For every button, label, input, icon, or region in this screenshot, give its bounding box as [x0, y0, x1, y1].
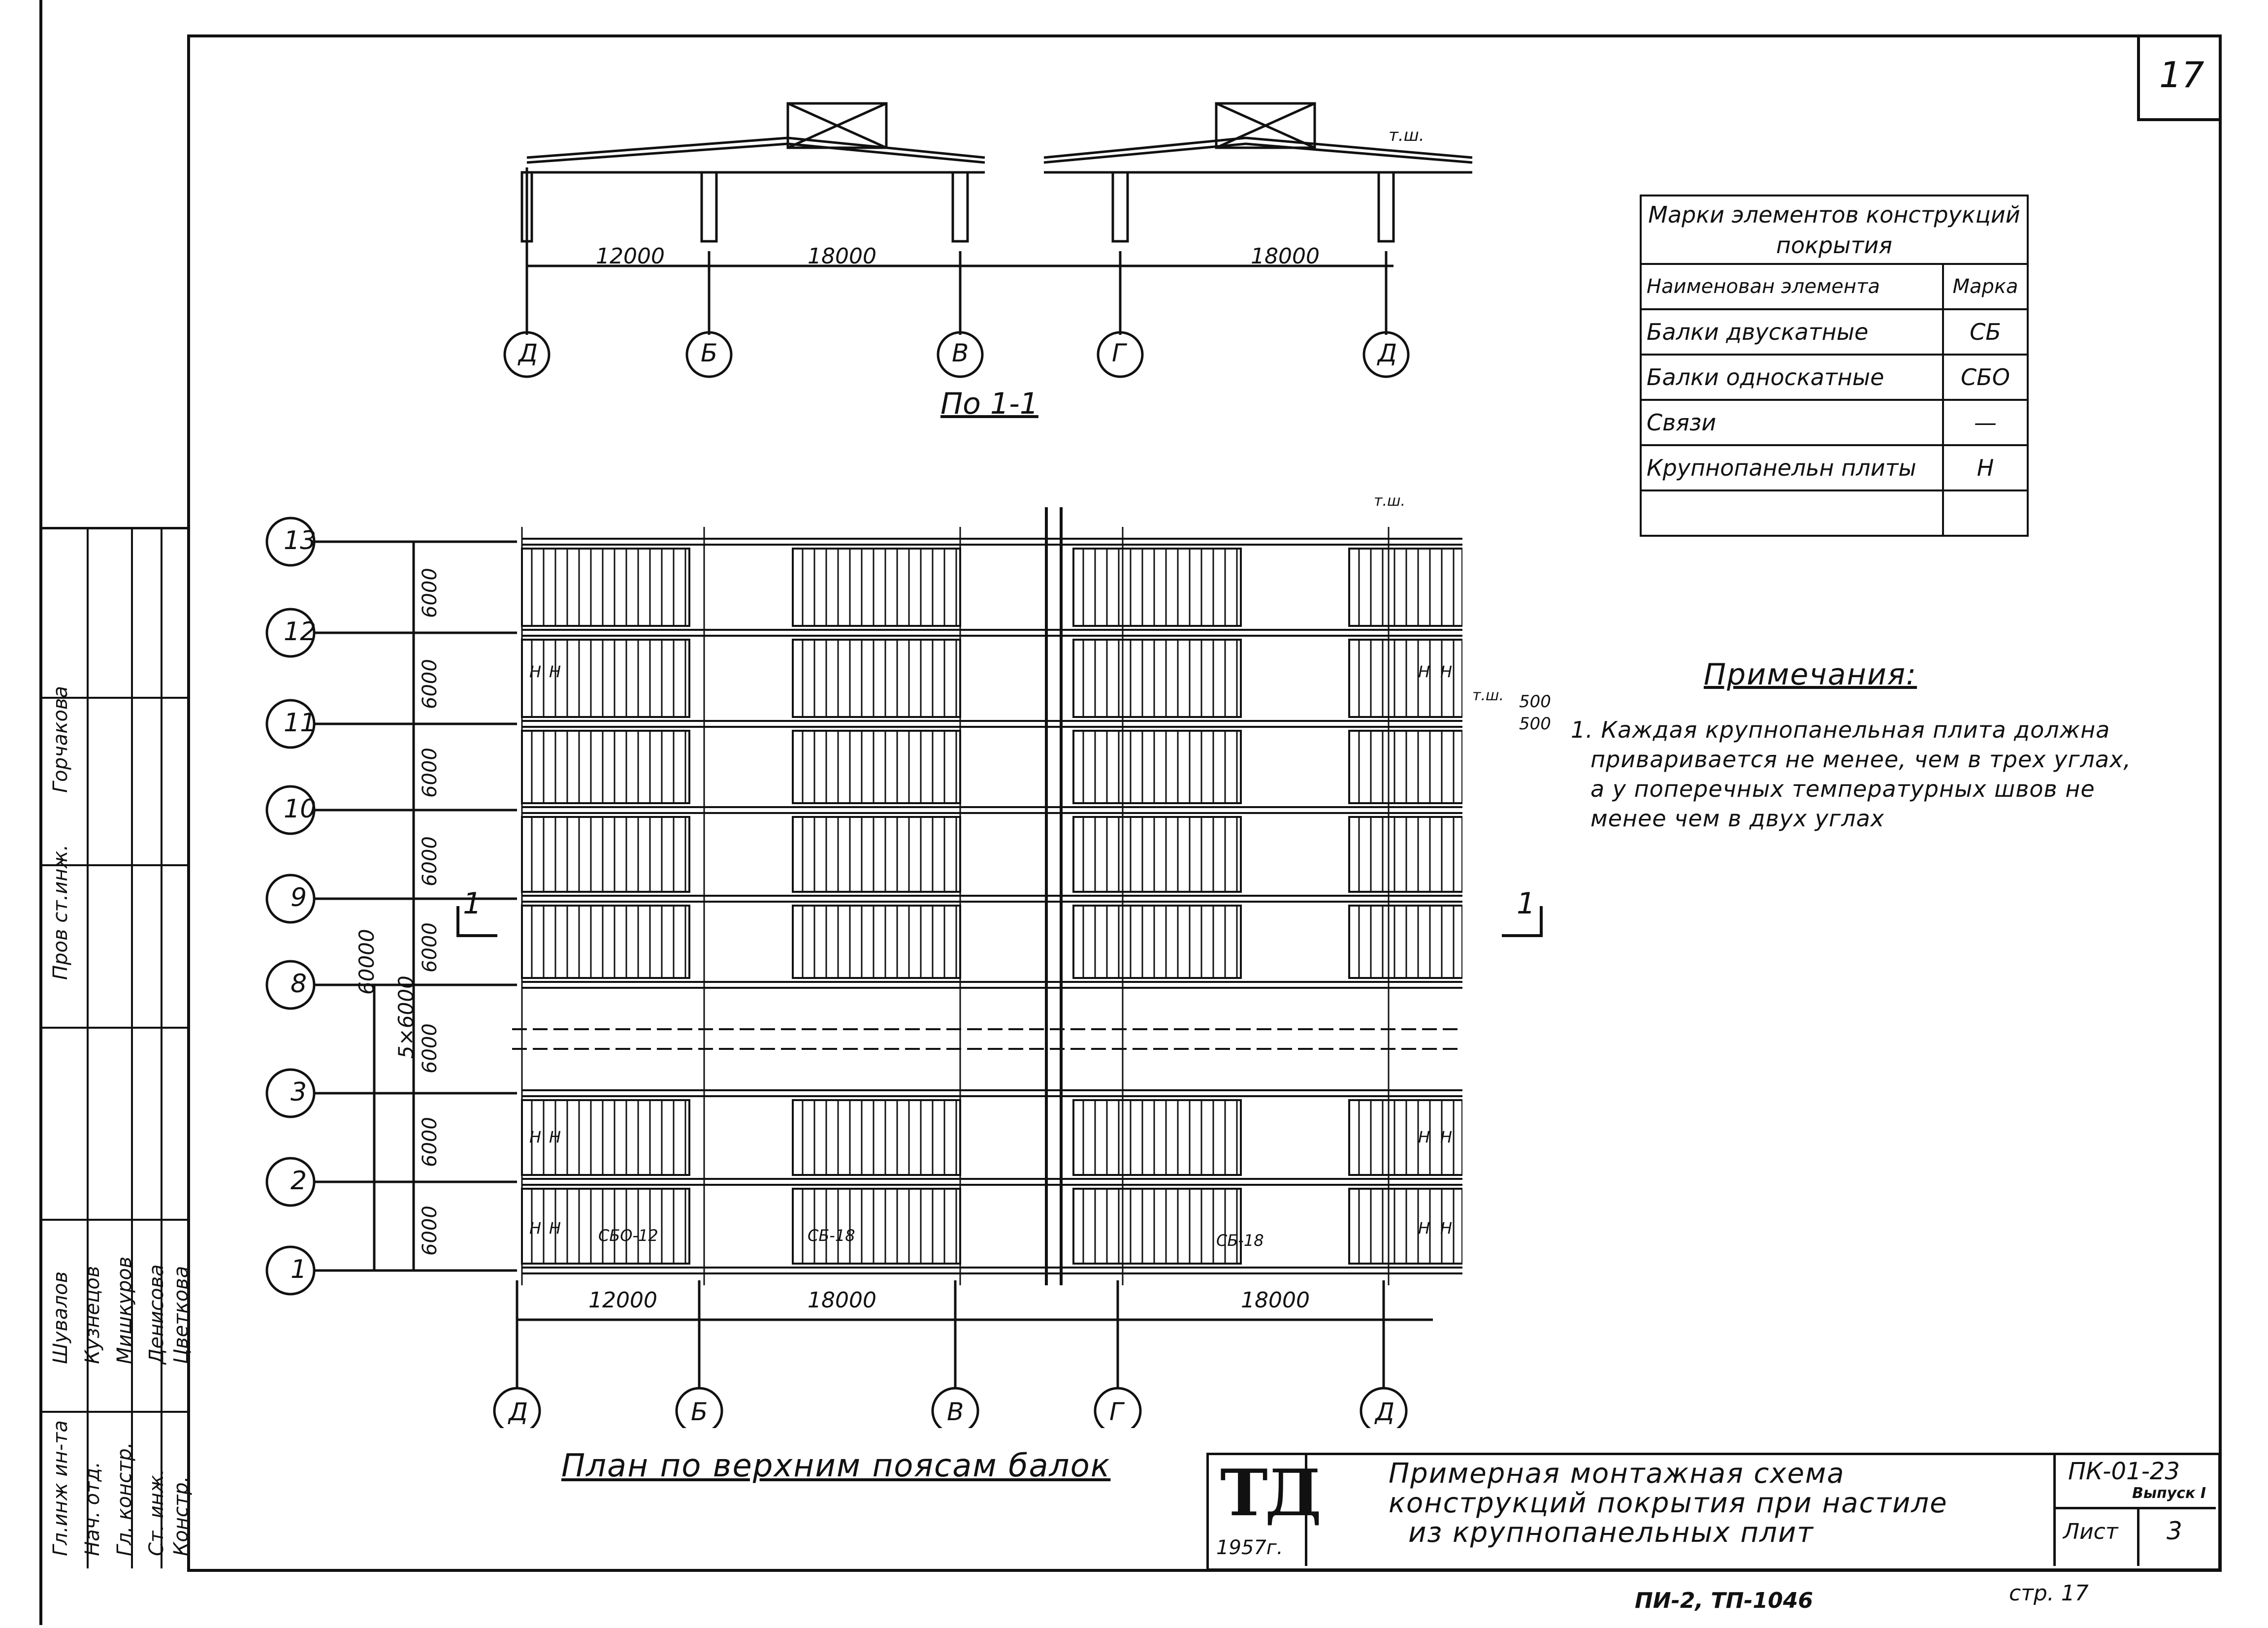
plan-col-axis-5: Д: [1375, 1398, 1395, 1426]
row-axis-label: 1: [291, 1255, 307, 1284]
row-axis-label: 2: [291, 1166, 307, 1196]
sheet-value: 3: [2167, 1517, 2182, 1545]
title-block-divider: [2053, 1453, 2056, 1566]
panel-mark: Н: [549, 662, 561, 681]
row-dim-label: 6000: [419, 836, 441, 886]
row-axis-label: 3: [291, 1077, 307, 1107]
row-axis-label: 11: [284, 708, 317, 738]
panel-block: [1073, 731, 1241, 803]
role-5: Констр.: [170, 1476, 193, 1556]
marks-row-name: Связи: [1641, 400, 1943, 445]
notes-line-3: а у поперечных температурных швов не: [1590, 776, 2095, 802]
section-dim-2: 18000: [808, 244, 876, 269]
marks-row-name: [1641, 490, 1943, 536]
section-dim-3: 18000: [1251, 244, 1320, 269]
ts-note: т.ш.: [1374, 492, 1405, 510]
row-axis-label: 13: [284, 526, 317, 555]
beam-label-3: СБ-18: [1216, 1231, 1264, 1250]
name-5: Цветкова: [170, 1266, 193, 1364]
panel-block: [793, 731, 960, 803]
marks-row-mark: [1943, 490, 2028, 536]
name-3: Мишкуров: [113, 1256, 136, 1364]
plan-title: План по верхним поясам балок: [561, 1448, 1111, 1484]
role-2: Нач. отд.: [81, 1462, 104, 1556]
title-line-2: конструкций покрытия при настиле: [1389, 1487, 1948, 1519]
panel-block: [1073, 549, 1241, 626]
drawing-code: ПК-01-23: [2068, 1458, 2180, 1485]
panel-mark: Н: [1440, 662, 1453, 681]
title-block-divider: [2053, 1507, 2216, 1509]
panel-mark: Н: [1418, 662, 1430, 681]
plan-col-axis-2: Б: [691, 1398, 708, 1426]
section-axis-2: Б: [701, 339, 718, 367]
plan-col-axis-4: Г: [1109, 1398, 1123, 1426]
section-axis-3: В: [952, 339, 969, 367]
title-line-3: из крупнопанельных плит: [1408, 1517, 1814, 1549]
panel-mark: Н: [549, 1219, 561, 1237]
panel-block: [522, 731, 689, 803]
checker-name: Горчакова: [49, 685, 72, 793]
panel-mark: Н: [1418, 1219, 1430, 1237]
notes-title: Примечания:: [1704, 657, 1917, 692]
name-1: Шувалов: [49, 1271, 72, 1364]
panel-block: [522, 549, 689, 626]
name-4: Денисова: [145, 1264, 168, 1364]
section-title: По 1-1: [940, 387, 1038, 421]
role-3: Гл. констр.: [113, 1442, 136, 1556]
notes-line-4: менее чем в двух углах: [1590, 805, 1885, 832]
name-2: Кузнецов: [81, 1266, 104, 1364]
sheet-number: 17: [2159, 54, 2204, 96]
marks-row-name: Балки односкатные: [1641, 355, 1943, 400]
notes-line-1: 1. Каждая крупнопанельная плита должна: [1571, 716, 2110, 743]
row-dim-label: 6000: [419, 1023, 441, 1074]
sheet-label: Лист: [2063, 1519, 2118, 1544]
role-1: Гл.инж ин-та: [49, 1420, 72, 1556]
section-axis-5: Д: [1378, 339, 1397, 367]
marks-row-mark: Н: [1943, 445, 2028, 490]
panel-block: [793, 1100, 960, 1175]
checker-role: Пров ст.инж.: [49, 844, 72, 980]
panel-block: [1073, 1189, 1241, 1264]
org-logo: ТД: [1220, 1455, 1319, 1530]
notes-line-2: приваривается не менее, чем в трех углах,: [1590, 746, 2131, 773]
cut-mark-right: 1: [1517, 886, 1536, 921]
section-axis-1: Д: [518, 339, 538, 367]
row-dim-label: 6000: [419, 1205, 441, 1256]
title-line-1: Примерная монтажная схема: [1389, 1458, 1845, 1490]
row-axis-label: 9: [291, 883, 307, 912]
panel-block: [522, 817, 689, 892]
row-axis-label: 12: [284, 617, 317, 647]
ts-dim-2: 500: [1519, 714, 1551, 734]
row-dim-label: 6000: [419, 922, 441, 973]
footer-ref: ПИ-2, ТП-1046: [1635, 1588, 1814, 1613]
section-dim-1: 12000: [596, 244, 665, 269]
row-dim-label: 6000: [419, 568, 441, 618]
section-axis-4: Г: [1112, 339, 1126, 367]
plan-col-axis-3: В: [947, 1398, 964, 1426]
marks-row-mark: СБО: [1943, 355, 2028, 400]
row-dim-label: 6000: [419, 1117, 441, 1167]
marks-row-name: Крупнопанельн плиты: [1641, 445, 1943, 490]
section-note: т.ш.: [1389, 126, 1425, 145]
cut-mark-left: 1: [463, 886, 482, 921]
marks-row-name: Балки двускатные: [1641, 309, 1943, 355]
title-block-divider: [2137, 1507, 2139, 1566]
drawing-issue: Выпуск I: [2132, 1485, 2206, 1502]
plan-col-dim-3: 18000: [1241, 1288, 1310, 1313]
repeat-dim: 5×6000: [394, 976, 418, 1059]
plan-col-dim-2: 18000: [808, 1288, 876, 1313]
marks-table: [1640, 195, 2029, 537]
panel-block: [522, 1100, 689, 1175]
panel-mark: Н: [1440, 1219, 1453, 1237]
panel-block: [1073, 640, 1241, 717]
panel-block: [1073, 817, 1241, 892]
panel-block: [522, 640, 689, 717]
overall-dim: 60000: [355, 929, 379, 995]
marks-header-mark: Марка: [1943, 264, 2028, 309]
panel-block: [793, 640, 960, 717]
panel-mark: Н: [1440, 1128, 1453, 1146]
row-dim-label: 6000: [419, 748, 441, 798]
panel-mark: Н: [529, 1219, 542, 1237]
signature-text: [44, 527, 192, 1561]
marks-row-mark: СБ: [1943, 309, 2028, 355]
role-4: Ст. инж.: [145, 1468, 168, 1556]
section-drawing: [492, 89, 1477, 394]
org-year: 1957г.: [1216, 1536, 1283, 1559]
row-dim-label: 6000: [419, 659, 441, 709]
panel-mark: Н: [529, 662, 542, 681]
marks-table-title: Марки элементов конструкций покрытия: [1641, 195, 2028, 264]
panel-mark: Н: [529, 1128, 542, 1146]
row-axis-label: 8: [291, 969, 307, 999]
beam-label-2: СБ-18: [808, 1226, 855, 1245]
marks-header-name: Наименован элемента: [1641, 264, 1943, 309]
panel-mark: Н: [549, 1128, 561, 1146]
row-axis-label: 10: [284, 794, 317, 824]
footer-page: стр. 17: [2009, 1581, 2089, 1606]
cut-lines: [443, 901, 1576, 941]
marks-row-mark: —: [1943, 400, 2028, 445]
plan-col-axis-1: Д: [509, 1398, 528, 1426]
plan-col-dim-1: 12000: [588, 1288, 657, 1313]
ts-dim-1: 500: [1519, 692, 1551, 712]
beam-label-1: СБО-12: [598, 1226, 658, 1245]
panel-block: [1073, 1100, 1241, 1175]
panel-block: [793, 817, 960, 892]
panel-mark: Н: [1418, 1128, 1430, 1146]
panel-block: [793, 549, 960, 626]
ts-note-2: т.ш.: [1472, 687, 1504, 704]
